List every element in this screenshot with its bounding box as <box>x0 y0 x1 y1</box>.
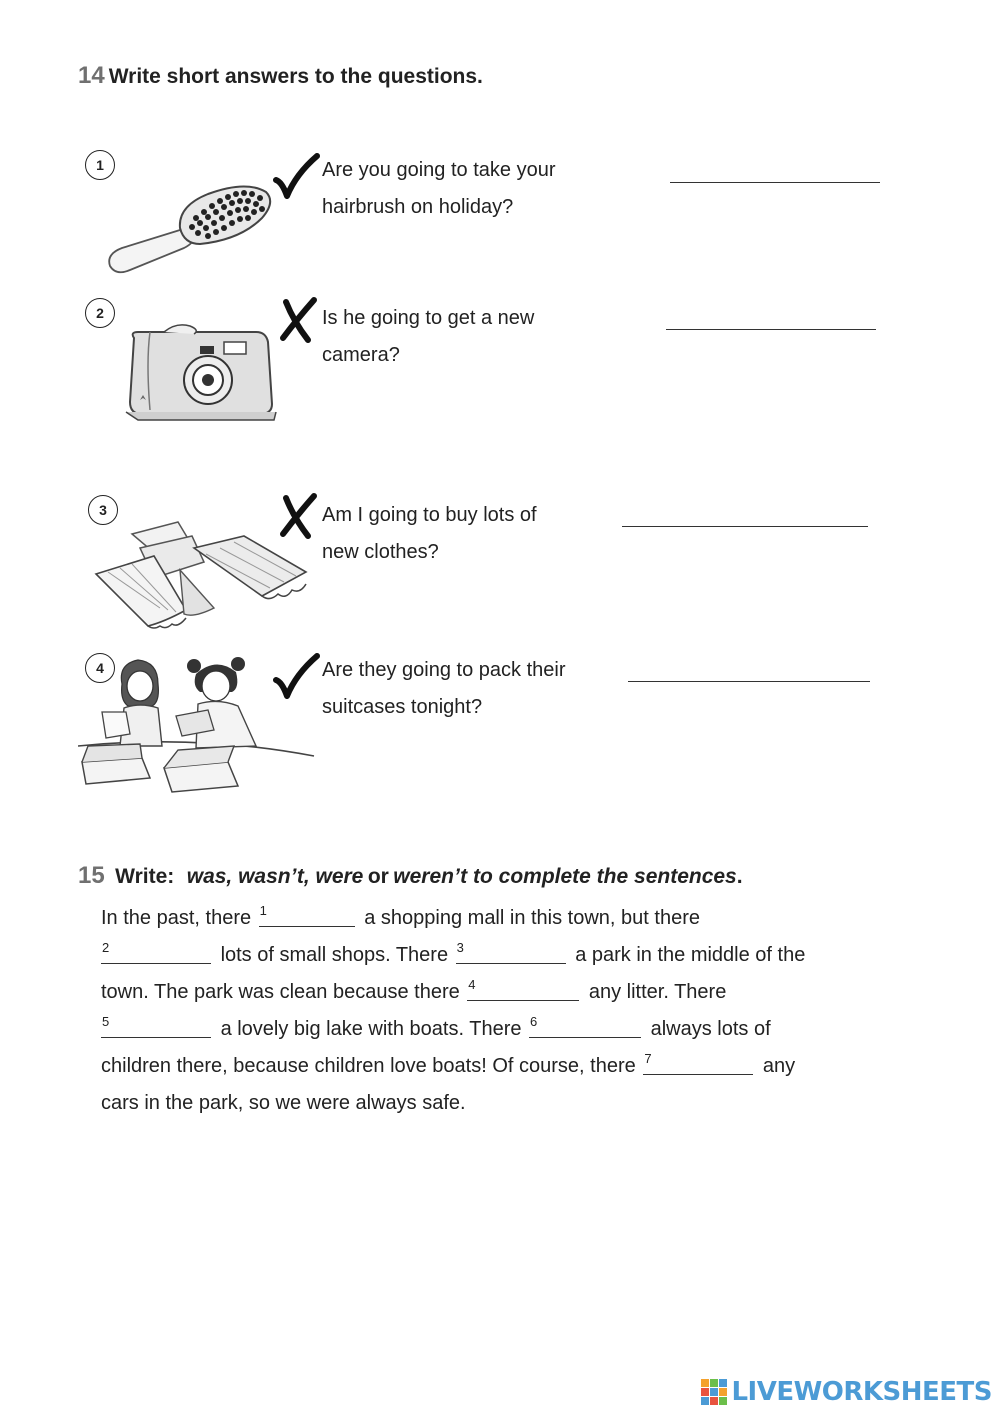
question-2 <box>322 300 534 374</box>
question-2-line-1: Is he going to get a new <box>322 307 535 329</box>
exercise-14-heading <box>78 62 483 90</box>
question-3-line-2: new clothes? <box>322 541 439 563</box>
cross-icon <box>278 492 320 540</box>
blank-6[interactable] <box>529 1014 641 1038</box>
question-2-line-2: camera? <box>322 344 400 366</box>
item-number-1: 1 <box>85 150 115 180</box>
text-segment: lots of small shops. There <box>220 944 449 966</box>
question-1 <box>322 152 555 226</box>
instruction-label: Write: <box>115 865 175 888</box>
text-segment: a shopping mall in this town, but there <box>364 907 700 929</box>
blank-number: 2 <box>102 940 110 955</box>
check-icon <box>272 152 322 204</box>
answer-field-3[interactable] <box>622 526 868 527</box>
blank-1[interactable] <box>259 903 355 927</box>
blank-2[interactable] <box>101 940 211 964</box>
blank-number: 5 <box>102 1014 110 1029</box>
logo-icon <box>701 1379 727 1405</box>
item-number-2: 2 <box>85 298 115 328</box>
question-3 <box>322 497 537 571</box>
exercise-number: 15 <box>78 862 105 889</box>
paragraph-row <box>101 1011 901 1048</box>
blank-3[interactable] <box>456 940 566 964</box>
instruction-period: . <box>736 865 743 888</box>
blank-number: 1 <box>259 903 267 918</box>
item-number-3: 3 <box>88 495 118 525</box>
instruction-rest: weren’t to complete the sentences <box>393 865 737 888</box>
blank-number: 3 <box>456 940 464 955</box>
question-4 <box>322 652 565 726</box>
question-3-line-1: Am I going to buy lots of <box>322 504 537 526</box>
text-segment: children there, because children love boats! Of course, there <box>101 1055 636 1077</box>
blank-number: 7 <box>644 1051 652 1066</box>
cross-icon <box>278 296 320 344</box>
instruction-or: or <box>367 865 389 888</box>
exercise-15-heading <box>78 862 743 890</box>
paragraph-row <box>101 974 901 1011</box>
item-number-4: 4 <box>85 653 115 683</box>
blank-7[interactable] <box>643 1051 753 1075</box>
text-segment: any litter. There <box>588 981 727 1003</box>
text-segment: cars in the park, so we were always safe. <box>101 1092 466 1114</box>
question-1-line-2: hairbrush on holiday? <box>322 196 514 218</box>
fill-in-paragraph <box>101 900 901 1122</box>
instruction-words: was, wasn’t, were <box>186 865 364 888</box>
text-segment: a park in the middle of the <box>575 944 806 966</box>
paragraph-row <box>101 1048 901 1085</box>
camera-illustration <box>120 322 280 422</box>
exercise-instructions: Write short answers to the questions. <box>108 65 483 88</box>
blank-5[interactable] <box>101 1014 211 1038</box>
check-icon <box>272 652 322 704</box>
blank-4[interactable] <box>467 977 579 1001</box>
answer-field-2[interactable] <box>666 329 876 330</box>
logo-text: LIVEWORKSHEETS <box>731 1377 992 1407</box>
hairbrush-illustration <box>100 182 280 280</box>
text-segment: town. The park was clean because there <box>101 981 460 1003</box>
liveworksheets-logo <box>701 1377 992 1407</box>
text-segment: a lovely big lake with boats. There <box>220 1018 522 1040</box>
text-segment: In the past, there <box>101 907 252 929</box>
blank-number: 4 <box>468 977 476 992</box>
text-segment: any <box>762 1055 796 1077</box>
answer-field-4[interactable] <box>628 681 870 682</box>
paragraph-row <box>101 937 901 974</box>
question-4-line-2: suitcases tonight? <box>322 696 483 718</box>
answer-field-1[interactable] <box>670 182 880 183</box>
exercise-number: 14 <box>78 62 105 89</box>
text-segment: always lots of <box>650 1018 771 1040</box>
blank-number: 6 <box>530 1014 538 1029</box>
paragraph-row <box>101 900 901 937</box>
question-1-line-1: Are you going to take your <box>322 159 556 181</box>
question-4-line-1: Are they going to pack their <box>322 659 566 681</box>
paragraph-row <box>101 1085 901 1122</box>
